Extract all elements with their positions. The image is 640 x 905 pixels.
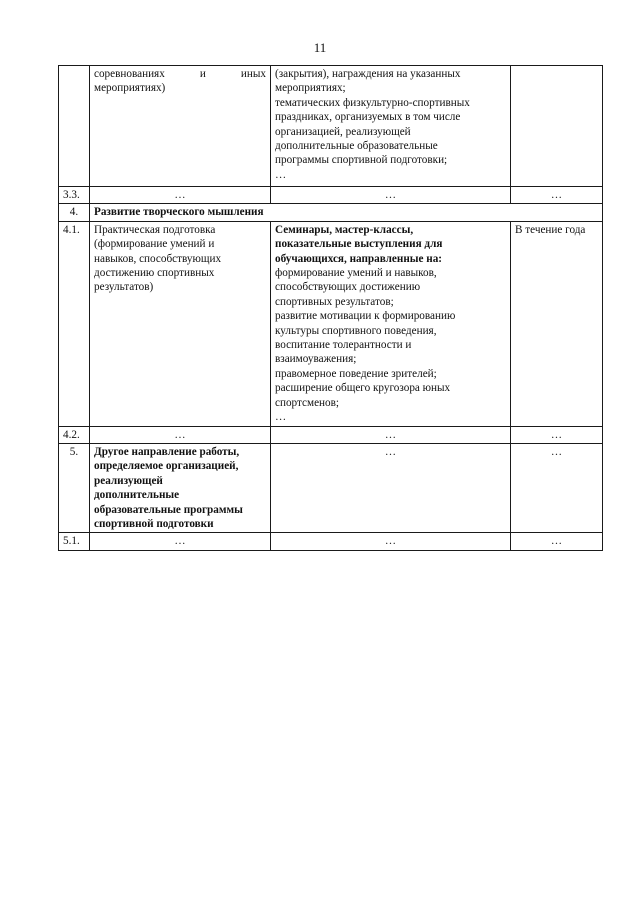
cell-timing: В течение года: [511, 221, 603, 426]
content-line: …: [275, 411, 287, 424]
table-row-section-4: [59, 204, 603, 221]
cell-num: 4.1.: [59, 221, 90, 426]
cell-event-content: [271, 221, 511, 426]
table-row-section-5: [59, 443, 603, 532]
cell-ellipsis: …: [90, 187, 271, 204]
cell-ellipsis: …: [511, 187, 603, 204]
table-row-continuation: [59, 66, 603, 187]
content-line: спортивных результатов;: [275, 295, 394, 308]
content-line: мероприятиях;: [275, 82, 346, 95]
table-row-4-2: [59, 426, 603, 443]
content-heading-line: показательные выступления для: [275, 238, 443, 251]
cell-event-name: [90, 221, 271, 426]
event-name-line: спортивной подготовки: [94, 517, 214, 530]
cell-ellipsis: …: [271, 187, 511, 204]
event-name-line: реализующей: [94, 474, 163, 487]
content-line: взаимоуважения;: [275, 353, 357, 366]
event-name-line: дополнительные: [94, 489, 180, 502]
content-line: спортсменов;: [275, 396, 340, 409]
event-name-line: Другое направление работы,: [94, 445, 240, 458]
event-name-line: Практическая подготовка: [94, 223, 216, 236]
content-line: тематических физкультурно-спортивных: [275, 96, 470, 109]
content-line: организацией, реализующей: [275, 125, 411, 138]
cell-ellipsis: …: [511, 426, 603, 443]
table-row-4-1: [59, 221, 603, 426]
section-title: Развитие творческого мышления: [90, 204, 603, 221]
event-name-line-1: соревнованиях и иных: [94, 68, 266, 80]
cell-ellipsis: …: [90, 426, 271, 443]
event-name-line: навыков, способствующих: [94, 252, 222, 265]
page-number: 11: [313, 40, 327, 55]
content-line: способствующих достижению: [275, 281, 421, 294]
content-heading-line: Семинары, мастер-классы,: [275, 223, 414, 236]
cell-num: 3.3.: [59, 187, 90, 204]
cell-ellipsis: …: [271, 533, 511, 550]
cell-event-name: [90, 443, 271, 532]
content-heading-line: обучающихся, направленные на:: [275, 252, 443, 265]
event-name-line: результатов): [94, 281, 154, 294]
event-name-line: (формирование умений и: [94, 238, 215, 251]
content-line: …: [275, 168, 287, 181]
content-line: расширение общего кругозора юных: [275, 382, 451, 395]
cell-event-name: [90, 66, 271, 187]
cell-num: 4.2.: [59, 426, 90, 443]
content-line: праздниках, организуемых в том числе: [275, 111, 461, 124]
content-line: программы спортивной подготовки;: [275, 154, 448, 167]
content-line: формирование умений и навыков,: [275, 267, 437, 280]
content-line: воспитание толерантности и: [275, 339, 412, 352]
cell-ellipsis: …: [271, 443, 511, 532]
content-line: развитие мотивации к формированию: [275, 310, 456, 323]
cell-ellipsis: …: [511, 533, 603, 550]
cell-ellipsis: …: [90, 533, 271, 550]
cell-timing-empty: [511, 66, 603, 187]
cell-ellipsis: …: [511, 443, 603, 532]
content-line: культуры спортивного поведения,: [275, 324, 437, 337]
cell-num: 5.: [59, 443, 90, 532]
cell-num: 4.: [59, 204, 90, 221]
content-line: дополнительные образовательные: [275, 140, 438, 153]
event-name-line: достижению спортивных: [94, 267, 215, 280]
activities-table: [58, 65, 603, 551]
cell-event-content: [271, 66, 511, 187]
event-name-line-2: мероприятиях): [94, 82, 166, 95]
table-row-5-1: [59, 533, 603, 550]
cell-num-empty: [59, 66, 90, 187]
cell-ellipsis: …: [271, 426, 511, 443]
cell-num: 5.1.: [59, 533, 90, 550]
event-name-line: образовательные программы: [94, 503, 243, 516]
table-row-3-3: [59, 187, 603, 204]
content-line: правомерное поведение зрителей;: [275, 367, 437, 380]
content-line: (закрытия), награждения на указанных: [275, 68, 461, 80]
event-name-line: определяемое организацией,: [94, 460, 239, 473]
